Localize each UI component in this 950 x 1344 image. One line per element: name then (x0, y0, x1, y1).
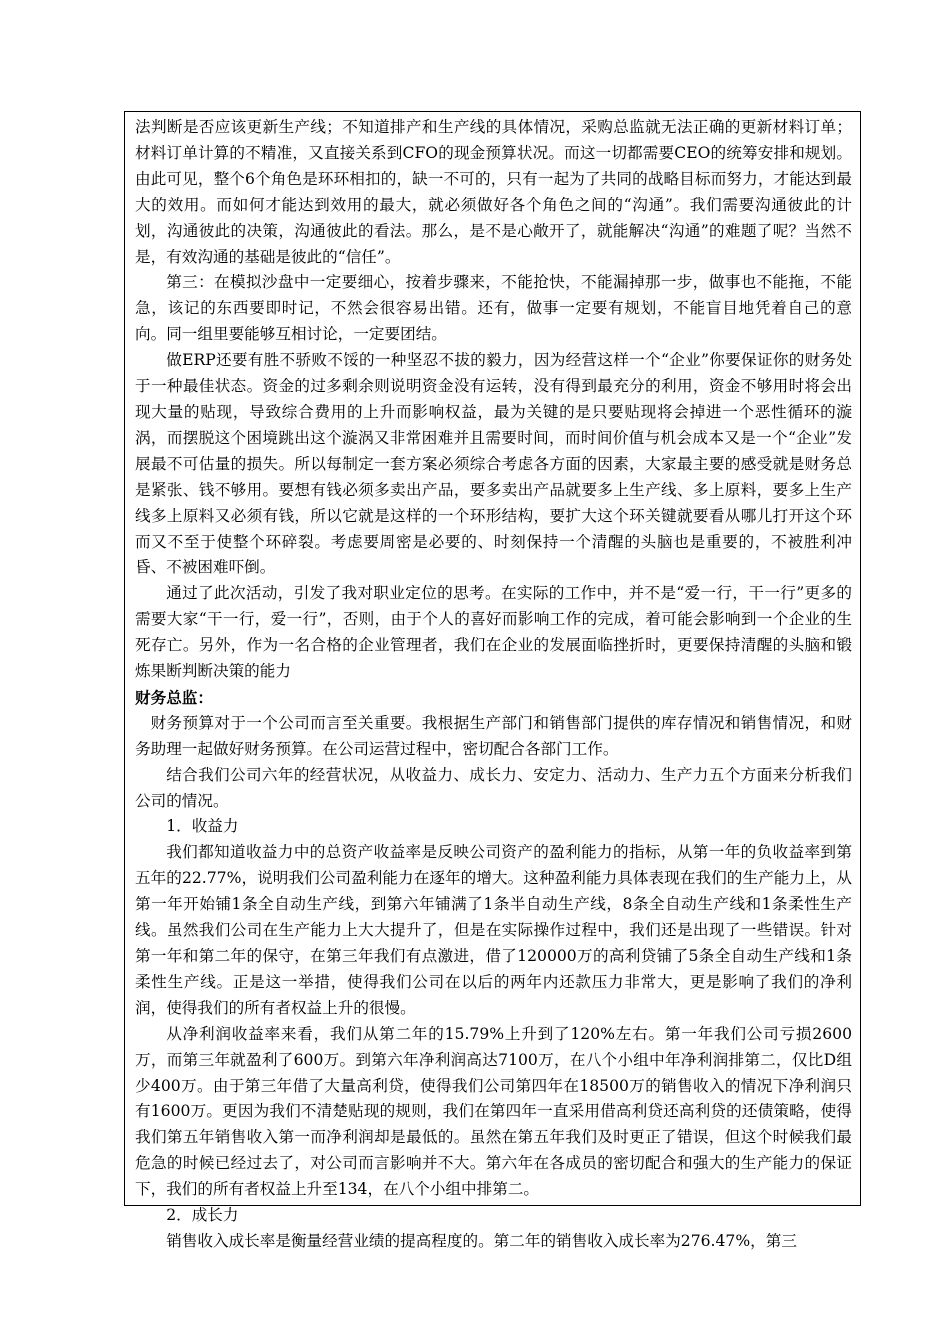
paragraph-career-reflection: 通过了此次活动，引发了我对职业定位的思考。在实际的工作中，并不是“爱一行，干一行”更多的需要大家“干一行，爱一行”，否则，由于个人的喜好而影响工作的完成，着可能会影响到一个企业的生死存亡。另外，作为一名合格的企业管理者，我们在企业的发展面临挫折时，更要保持清醒的头脑和锻炼果断判断决策的能力 (135, 584, 852, 681)
paragraph-financial-budget: 财务预算对于一个公司而言至关重要。我根据生产部门和销售部门提供的库存情况和销售情况，和财务助理一起做好财务预算。在公司运营过程中，密切配合各部门工作。 (135, 713, 852, 758)
paragraph-net-profit: 从净利润收益率来看，我们从第二年的15.79%上升到了120%左右。第一年我们公司亏损2600万，而第三年就盈利了600万。到第六年净利润高达7100万，在八个小组中年净利润排第二，仅比D组 少400万。由于第三年借了大量高利贷，使得我们公司第四年在18500万的销售收入的情况下净利润只有1600万。更因为我们不清楚贴现的规则，我们在第四年一直采用借高利贷还高利贷的还债策略，使得我们第五年销售收入第一而净利润却是最低的。虽然在第五年我们及时更正了错误，但这个时候我们最危急的时候已经过去了，对公司而言影响并不大。第六年在各成员的密切配合和强大的生产能力的保证下，我们的所有者权益上升至134，在八个小组中排第二。 (135, 1024, 852, 1199)
paragraph-six-year-analysis: 结合我们公司六年的经营状况，从收益力、成长力、安定力、活动力、生产力五个方面来分析我们公司的情况。 (135, 765, 852, 810)
paragraph-return-on-assets: 我们都知道收益力中的总资产收益率是反映公司资产的盈利能力的指标，从第一年的负收益率到第五年的22.77%，说明我们公司盈利能力在逐年的增大。这种盈利能力具体表现在我们的生产能力上，从第一年开始铺1条全自动生产线，到第六年铺满了1条半自动生产线，8条全自动生产线和1条柔性生产线。虽然我们公司在生产能力上大大提升了，但是在实际操作过程中，我们还是出现了一些错误。针对第一年和第二年的保守，在第三年我们有点激进，借了120000万的高利贷铺了5条全自动生产线和1条柔性生产线。正是这一举措，使得我们公司在以后的两年内还款压力非常大，更是影响了我们的净利润，使得我们的所有者权益上升的很慢。 (135, 843, 852, 1017)
paragraph-third-point: 第三：在模拟沙盘中一定要细心，按着步骤来，不能抢快，不能漏掉那一步，做事也不能拖，不能急，该记的东西要即时记，不然会很容易出错。还有，做事一定要有规划，不能盲目地凭着自己的意向。同一组里要能够互相讨论，一定要团结。 (135, 273, 852, 344)
section-heading-cfo: 财务总监： (135, 687, 213, 707)
paragraph-erp-perseverance: 做ERP还要有胜不骄败不馁的一种坚忍不拔的毅力，因为经营这样一个“企业”你要保证你的财务处于一种最佳状态。资金的过多剩余则说明资金没有运转，没有得到最充分的利用，资金不够用时将会出现大量的贴现，导致综合费用的上升而影响权益，最为关键的是只要贴现将会掉进一个恶性循环的漩涡，而摆脱这个困境跳出这个漩涡又非常困难并且需要时间，而时间价值与机会成本又是一个“企业”发展最不可估量的损失。所以每制定一套方案必须综合考虑各方面的因素，大家最主要的感受就是财务总是紧张、钱不够用。要想有钱必须多卖出产品，要多卖出产品就要多上生产线、多上原料，要多上生产线多上原料又必须有钱，所以它就是这样的一个环形结构，要扩大这个环关键就要看从哪儿打开这个环而又不至于使整个环碎裂。考虑要周密是必要的、时刻保持一个清醒的头脑也是重要的，不被胜利冲昏、不被困难吓倒。 (135, 351, 852, 577)
subheading-profitability: 1．收益力 (166, 817, 239, 836)
subheading-growth: 2．成长力 (166, 1206, 239, 1225)
paragraph-sales-growth: 销售收入成长率是衡量经营业绩的提高程度的。第二年的销售收入成长率为276.47%，第三 (166, 1231, 797, 1250)
document-table-cell (124, 111, 861, 1250)
paragraph-communication: 法判断是否应该更新生产线；不知道排产和生产线的具体情况，采购总监就无法正确的更新材料订单；材料订单计算的不精准，又直接关系到CFO的现金预算状况。而这一切都需要CEO的统筹安排和规划。由此可见，整个6个角色是环环相扣的，缺一不可的，只有一起为了共同的战略目标而努力，才能达到最大的效用。而如何才能达到效用的最大，就必须做好各个角色之间的“沟通”。我们需要沟通彼此的计划，沟通彼此的决策，沟通彼此的看法。那么，是不是心敞开了，就能解决“沟通”的难题了呢？当然不是，有效沟通的基础是彼此的“信任”。 (135, 118, 852, 266)
